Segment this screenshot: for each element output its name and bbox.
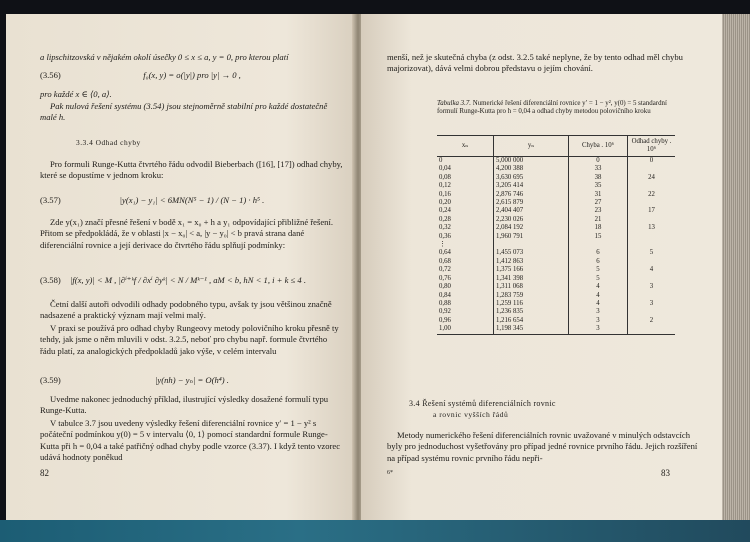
left-paragraph-6 bbox=[40, 394, 344, 417]
table-cell bbox=[628, 182, 676, 190]
table-row bbox=[437, 165, 675, 173]
table-cell bbox=[628, 292, 676, 300]
table-cell: 0,76 bbox=[437, 275, 494, 283]
left-paragraph-3 bbox=[40, 217, 344, 251]
right-paragraph-2 bbox=[387, 430, 699, 464]
section-heading-3-4-line-1: 3.4 Řešení systémů diferenciálních rovnic bbox=[409, 399, 556, 408]
table-cell bbox=[494, 241, 569, 249]
table-body bbox=[437, 157, 675, 335]
column-header-error: Chyba . 10⁶ bbox=[569, 136, 628, 157]
table-row bbox=[437, 249, 675, 257]
table-3-7 bbox=[437, 135, 675, 335]
table-cell: 3 bbox=[649, 299, 654, 307]
paragraph-text: Pro formuli Runge-Kutta čtvrtého řádu odvodil Bieberbach ([16], [17]) odhad chyby, které se dopustíme v jednom kroku: bbox=[40, 159, 343, 181]
equation-body: f₀(x, y) = o(|y|) pro |y| → 0 , bbox=[143, 70, 241, 80]
table-cell: 27 bbox=[569, 199, 628, 207]
table-cell: 17 bbox=[648, 207, 655, 215]
table-cell: 4 bbox=[649, 266, 654, 274]
table-cell: 0,36 bbox=[437, 233, 494, 241]
table-cell: 24 bbox=[648, 173, 655, 181]
table-cell: 1,216 654 bbox=[494, 317, 569, 325]
table-cell: 2,084 192 bbox=[494, 224, 569, 232]
table-cell: 0,80 bbox=[437, 283, 494, 291]
table-caption-text: Numerické řešení diferenciální rovnice y′ = 1 − y², y(0) = 5 standardní formulí Runge-Kutta pro h = 0,04 a odhad chyby metodou polovičního kroku bbox=[437, 100, 667, 116]
table-cell: 5 bbox=[569, 266, 628, 274]
background-strip bbox=[0, 520, 750, 542]
table-caption bbox=[437, 100, 677, 117]
table-row bbox=[437, 191, 675, 199]
table-row bbox=[437, 300, 675, 308]
table-row bbox=[437, 216, 675, 224]
left-paragraph-4 bbox=[40, 299, 344, 322]
table-cell: 15 bbox=[569, 233, 628, 241]
equation-3-59 bbox=[40, 375, 344, 389]
table-cell bbox=[628, 233, 676, 241]
table-cell: 38 bbox=[569, 174, 628, 182]
column-header-estimate: Odhad chyby . 10⁶ bbox=[628, 136, 676, 157]
table-row bbox=[437, 157, 675, 166]
table-row bbox=[437, 275, 675, 283]
equation-number: (3.58) bbox=[40, 275, 61, 285]
table-cell: 1,375 166 bbox=[494, 266, 569, 274]
left-paragraph-5 bbox=[40, 323, 344, 357]
column-header-xn: xₙ bbox=[437, 136, 494, 157]
left-paragraph-2 bbox=[40, 159, 344, 182]
table-cell: 2,876 746 bbox=[494, 191, 569, 199]
table-cell: 1,00 bbox=[437, 325, 494, 334]
table-row bbox=[437, 182, 675, 190]
paragraph-text: Uvedme nakonec jednoduchý příklad, ilustrující výsledky dosažené formulí typu Runge-Kutta. bbox=[40, 394, 329, 416]
table-cell: 1,960 791 bbox=[494, 233, 569, 241]
table-cell: 35 bbox=[569, 182, 628, 190]
section-heading-3-4-line-2: a rovnic vyšších řádů bbox=[433, 410, 509, 419]
table-cell: 4 bbox=[569, 300, 628, 308]
equation-body: |y(nh) − yₙ| = O(h⁴) . bbox=[155, 375, 229, 385]
table-cell: 0,72 bbox=[437, 266, 494, 274]
table-cell: 3 bbox=[569, 308, 628, 316]
table-cell: 0,16 bbox=[437, 191, 494, 199]
section-heading-3-3-4: 3.3.4 Odhad chyby bbox=[76, 138, 141, 147]
table-row bbox=[437, 241, 675, 249]
table-cell: 0 bbox=[437, 157, 494, 166]
table-cell: 5 bbox=[649, 249, 654, 257]
table-cell: 0,04 bbox=[437, 165, 494, 173]
table-cell: 4,200 388 bbox=[494, 165, 569, 173]
table-cell: 3 bbox=[569, 325, 628, 334]
table-cell bbox=[628, 199, 676, 207]
table-cell bbox=[628, 216, 676, 224]
table-row bbox=[437, 292, 675, 300]
paragraph-text: Četní další autoři odvodili odhady podobného typu, avšak ty jsou většinou značně nadsazené a praktický význam mají velmi malý. bbox=[40, 299, 332, 321]
left-paragraph-1 bbox=[40, 101, 344, 124]
table-cell: 3,205 414 bbox=[494, 182, 569, 190]
table-caption-label: Tabulka 3.7. bbox=[437, 100, 472, 107]
table-cell: 2,404 407 bbox=[494, 207, 569, 215]
right-paragraph-1: menší, než je skutečná chyba (z odst. 3.2.5 také neplyne, že by tento odhad měl chybu majorizovat), dává velmi dobrou představu o jejím chování. bbox=[387, 52, 683, 74]
table-cell bbox=[569, 241, 628, 249]
table-cell: 3 bbox=[569, 317, 628, 325]
table-cell: 0,12 bbox=[437, 182, 494, 190]
table-cell: 5,000 000 bbox=[494, 157, 569, 166]
table-cell: ⋮ bbox=[437, 241, 494, 249]
table-header-row bbox=[437, 136, 675, 157]
equation-body: |f(x, y)| < M , |∂ⁱ⁺ᵏf / ∂xⁱ ∂yᵏ| < N / Mᵏ⁻¹ , aM < b, hN < 1, i + k ≤ 4 . bbox=[70, 275, 307, 285]
paragraph-text: Metody numerického řešení diferenciálních rovnic uvažované v minulých odstavcích byly pro jednoduchost vyšetřovány pro případ jedné rovnice prvního řádu. Jejich rozšíření na případ systému rovnic prvního řádu nepři- bbox=[387, 430, 698, 463]
left-line-2: pro každé x ∈ ⟨0, a⟩. bbox=[40, 89, 112, 99]
equation-number: (3.57) bbox=[40, 195, 61, 205]
table-cell: 6 bbox=[569, 249, 628, 257]
table-cell: 0 bbox=[649, 157, 654, 164]
table-cell: 13 bbox=[648, 224, 655, 232]
table-cell: 1,236 835 bbox=[494, 308, 569, 316]
left-line-1: a lipschitzovská v nějakém okolí úsečky 0 ≤ x ≤ a, y = 0, pro kterou platí bbox=[40, 52, 289, 62]
equation-body: |y(x₁) − y₁| < 6MN(N⁵ − 1) / (N − 1) · h⁵ . bbox=[119, 195, 265, 205]
table-row bbox=[437, 308, 675, 316]
equation-3-56 bbox=[40, 70, 344, 84]
table-cell: 1,259 116 bbox=[494, 300, 569, 308]
table-cell: 4 bbox=[569, 292, 628, 300]
table-cell: 31 bbox=[569, 191, 628, 199]
paragraph-text: V praxi se používá pro odhad chyby Rungeovy metody polovičního kroku přesně ty tehdy, jak jsme o něm mluvili v odst. 3.2.5, neboť pro chybu např. formule čtvrtého řádu platí, za analogických předpokladů jako výše, v celém intervalu bbox=[40, 323, 339, 356]
table-cell: 5 bbox=[569, 275, 628, 283]
table-cell bbox=[628, 308, 676, 316]
table-cell: 3 bbox=[649, 283, 654, 291]
table-cell: 0 bbox=[569, 157, 628, 166]
table-cell: 1,311 068 bbox=[494, 283, 569, 291]
table-cell: 0,08 bbox=[437, 174, 494, 182]
table-cell: 0,20 bbox=[437, 199, 494, 207]
table-cell: 0,96 bbox=[437, 317, 494, 325]
table-cell bbox=[628, 325, 676, 334]
table-row bbox=[437, 325, 675, 334]
footer-signature-mark: 6* bbox=[387, 470, 393, 476]
table-cell bbox=[628, 275, 676, 283]
table-cell: 4 bbox=[569, 283, 628, 291]
table-row bbox=[437, 317, 675, 325]
table-row bbox=[437, 174, 675, 182]
page-edges bbox=[722, 14, 750, 528]
table-cell: 0,28 bbox=[437, 216, 494, 224]
open-book bbox=[6, 14, 722, 528]
table-cell: 22 bbox=[648, 190, 655, 198]
table-row bbox=[437, 199, 675, 207]
table-cell: 1,455 073 bbox=[494, 249, 569, 257]
equation-3-58 bbox=[40, 275, 344, 289]
table-cell bbox=[628, 165, 676, 173]
table-cell: 0,84 bbox=[437, 292, 494, 300]
table-row bbox=[437, 258, 675, 266]
column-header-yn: yₙ bbox=[494, 136, 569, 157]
table-cell bbox=[628, 241, 676, 249]
paragraph-text: Pak nulová řešení systému (3.54) jsou stejnoměrně stabilní pro každé dostatečně malé h. bbox=[40, 101, 328, 123]
paragraph-text: Zde y(x₁) značí přesné řešení v bodě x₁ = x₀ + h a y₁ odpovídající přibližné řešení. Přitom se předpokládá, že v oblasti |x − x₀| < a, |y − y₀| < b pravá strana dané diferenciální rovnice a její derivace do čtvrtého řádu splňují podmínky: bbox=[40, 217, 333, 250]
table-cell: 2,615 879 bbox=[494, 199, 569, 207]
table-row bbox=[437, 233, 675, 241]
table-cell: 1,283 759 bbox=[494, 292, 569, 300]
page-number-left: 82 bbox=[40, 468, 49, 478]
equation-number: (3.56) bbox=[40, 70, 61, 80]
table-cell: 2 bbox=[649, 316, 654, 324]
table-row bbox=[437, 266, 675, 274]
equation-number: (3.59) bbox=[40, 375, 61, 385]
table-cell: 1,412 863 bbox=[494, 258, 569, 266]
table-cell: 2,230 026 bbox=[494, 216, 569, 224]
table-cell: 23 bbox=[569, 207, 628, 215]
table-cell: 33 bbox=[569, 165, 628, 173]
table-cell: 3,630 695 bbox=[494, 174, 569, 182]
table-row bbox=[437, 283, 675, 291]
table-cell: 0,24 bbox=[437, 207, 494, 215]
table-cell: 1,341 398 bbox=[494, 275, 569, 283]
table-cell bbox=[628, 258, 676, 266]
table-cell: 6 bbox=[569, 258, 628, 266]
table-cell: 0,68 bbox=[437, 258, 494, 266]
paragraph-text: V tabulce 3.7 jsou uvedeny výsledky řešení diferenciální rovnice y′ = 1 − y² s počáteční podmínkou y(0) = 5 v intervalu ⟨0, 1⟩ pomocí standardní formule Runge-Kutta při h = 0,04 a také patřičný odhad chyby podle vzorce (3.37). I když tento vzorec udává hodnoty poněkud bbox=[40, 418, 341, 463]
table-cell: 18 bbox=[569, 224, 628, 232]
left-paragraph-7 bbox=[40, 418, 344, 464]
right-page bbox=[361, 14, 722, 522]
table-cell: 1,198 345 bbox=[494, 325, 569, 334]
page-number-right: 83 bbox=[661, 468, 670, 478]
table-row bbox=[437, 207, 675, 215]
table-cell: 0,32 bbox=[437, 224, 494, 232]
table-cell: 0,64 bbox=[437, 249, 494, 257]
equation-3-57 bbox=[40, 195, 344, 209]
table-cell: 0,92 bbox=[437, 308, 494, 316]
table-cell: 0,88 bbox=[437, 300, 494, 308]
table-cell: 21 bbox=[569, 216, 628, 224]
left-page bbox=[6, 14, 356, 522]
table-row bbox=[437, 224, 675, 232]
